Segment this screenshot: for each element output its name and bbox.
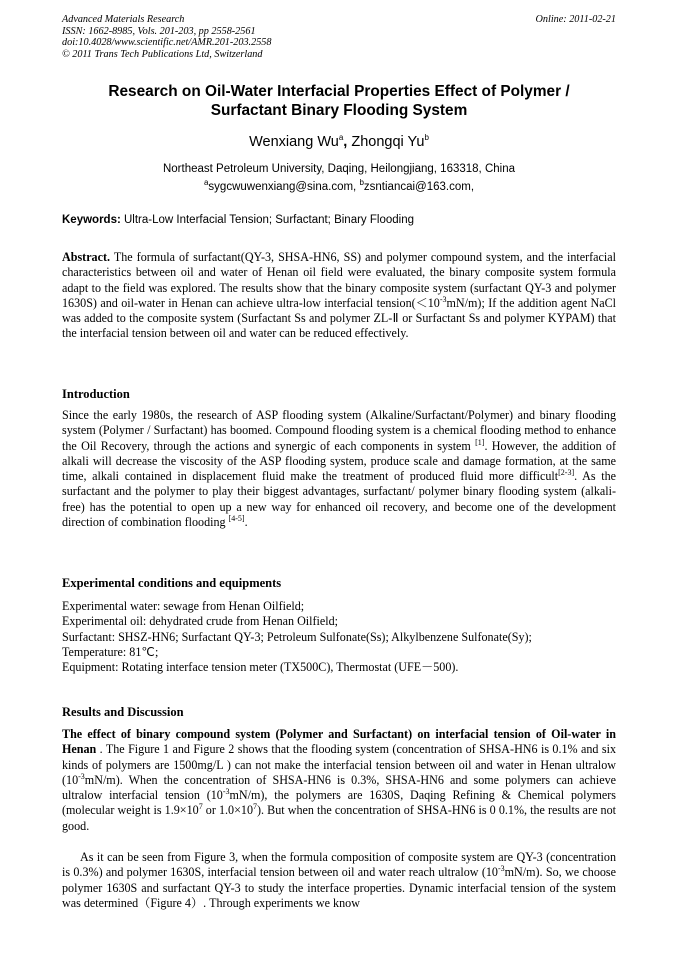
results-text: . The Figure 1 and Figure 2 shows that the flooding system (concentration of SHSA-HN6 is 0.1% and six kinds of polymers are 1500mg/L ) can not make the interfacial tension between oil and water in Henan ultralow (10 xyxy=(62,742,616,787)
figure-ref: （Figure 4） xyxy=(138,895,204,910)
author-1-affil-mark: a xyxy=(338,133,344,143)
abstract-sup-1: -3 xyxy=(439,294,447,304)
results-sup: -3 xyxy=(222,787,230,797)
intro-text-1: Since the early 1980s, the research of ASP flooding system (Alkaline/Surfactant/Polymer) and binary flooding system (Polymer / Surfactant) has boomed. Compound flooding system is a chemical flooding method to enhance the Oil Recovery, through the actions and synergic of each components in system xyxy=(62,408,616,453)
experimental-list xyxy=(62,599,616,675)
results-text: . Through experiments we know xyxy=(203,895,360,910)
introduction-paragraph xyxy=(62,408,616,530)
results-text: mN/m), the polymers are 1630S, Daqing Refining & Chemical polymers (molecular weight is 1.9×10 xyxy=(62,788,616,818)
results-text: or 1.0×10 xyxy=(202,803,253,818)
copyright-line: © 2011 Trans Tech Publications Ltd, Switzerland xyxy=(62,48,263,60)
keywords xyxy=(62,214,616,226)
results-heading: Results and Discussion xyxy=(62,705,184,719)
abstract xyxy=(62,250,616,342)
results-paragraph-1 xyxy=(62,727,616,834)
results-text: mN/m). When the concentration of SHSA-HN6 is 0.3%, SHSA-HN6 and some polymers can achieve ultralow interfacial tension (10 xyxy=(62,772,616,803)
results-text: As it can be seen from Figure 3, when the formula composition of composite system are QY-3 (concentration is 0.3%) and polymer 1630S, interfacial tension between oil and water reach ultralow (10 xyxy=(62,850,616,880)
intro-text-3: . As the surfactant and the polymer to play their biggest advantages, surfactant/ polymer binary flooding system (alkali-free) has the potential to open up a new way for enhanced oil recovery, and become one of the development direction of combination flooding xyxy=(62,469,616,530)
title-line-1: Research on Oil-Water Interfacial Properties Effect of Polymer / xyxy=(108,83,570,100)
affiliation: Northeast Petroleum University, Daqing, Heilongjiang, 163318, China xyxy=(162,163,515,175)
experimental-line: Surfactant: SHSZ-HN6; Surfactant QY-3; Petroleum Sulfonate(Ss); Alkylbenzene Sulfonate(Sy); xyxy=(62,629,532,644)
intro-ref-1: [1] xyxy=(475,437,485,447)
results-sup: 7 xyxy=(198,802,203,812)
email-a: sygcwuwenxiang@sina.com, xyxy=(208,181,360,193)
experimental-line: Temperature: 81℃; xyxy=(62,644,159,659)
intro-ref-3: [4-5] xyxy=(228,514,245,524)
author-2: Zhongqi Yu xyxy=(351,134,425,150)
email-line xyxy=(62,178,616,196)
title-line-2: Surfactant Binary Flooding System xyxy=(210,102,468,119)
email-a-mark: a xyxy=(203,178,209,188)
abstract-text-1: The formula of surfactant(QY-3, SHSA-HN6, SS) and polymer compound system, and the interfacial characteristics between oil and water of Henan oil field were evaluated, the binary composite system formula adapt to the field was explored. The results show that the binary composite system (surfactant QY-3 and polymer 1630S) and oil-water in Henan can achieve ultra-low interfacial tension(＜10 xyxy=(62,250,616,310)
abstract-text-2: mN/m); If the addition agent NaCl was added to the composite system (Surfactant Ss and polymer ZL-Ⅱ or Surfactant Ss and polymer KYPAM) that the interfacial tension between oil and water can be reduced effectively. xyxy=(62,295,616,341)
intro-text-4: . xyxy=(244,515,248,530)
online-date: Online: 2011-02-21 xyxy=(535,14,616,25)
author-separator: , xyxy=(343,134,352,150)
results-text: mN/m). So, we choose polymer 1630S and surfactant QY-3 to study the interface properties. Dynamic interfacial tension of the system was determined xyxy=(62,865,616,910)
experimental-line: Equipment: Rotating interface tension meter (TX500C), Thermostat (UFE－500). xyxy=(62,660,459,675)
introduction-heading: Introduction xyxy=(62,387,130,401)
keywords-text: Ultra-Low Interfacial Tension; Surfactant; Binary Flooding xyxy=(120,214,414,226)
results-paragraph-2 xyxy=(62,850,616,911)
doi-line: doi:10.4028/www.scientific.net/AMR.201-203.2558 xyxy=(62,37,272,48)
author-2-affil-mark: b xyxy=(424,133,429,143)
results-sup: 7 xyxy=(253,802,257,812)
abstract-label: Abstract. xyxy=(62,250,111,264)
author-list xyxy=(62,134,616,150)
results-sup: -3 xyxy=(497,864,505,874)
results-sup: -3 xyxy=(78,771,85,781)
experimental-line: Experimental oil: dehydrated crude from Henan Oilfield; xyxy=(62,614,339,629)
intro-text-2: . However, the addition of alkali will decrease the viscosity of the ASP flooding system, produce scale and damage formation, at the same time, alkali contained in displacement fluid make the treatment of produced fluid more difficult xyxy=(62,438,616,484)
journal-name: Advanced Materials Research xyxy=(62,14,185,25)
results-bold-lead: The effect of binary compound system (Polymer and Surfactant) on interfacial tension of Oil-water in Henan xyxy=(62,727,616,757)
issn-line: ISSN: 1662-8985, Vols. 201-203, pp 2558-2561 xyxy=(62,25,256,37)
experimental-heading: Experimental conditions and equipments xyxy=(62,576,282,590)
results-text: ). But when the concentration of SHSA-HN6 is 0 0.1%, the results are not good. xyxy=(62,803,617,833)
experimental-line: Experimental water: sewage from Henan Oilfield; xyxy=(62,599,305,613)
email-b: zsntiancai@163.com, xyxy=(363,181,475,193)
paper-title xyxy=(62,82,616,120)
affiliation-block xyxy=(62,160,616,196)
journal-header xyxy=(62,14,616,60)
email-b-mark: b xyxy=(359,178,364,188)
author-1: Wenxiang Wu xyxy=(249,134,339,150)
intro-ref-2: [2-3] xyxy=(558,468,575,478)
keywords-label: Keywords: xyxy=(62,214,121,226)
